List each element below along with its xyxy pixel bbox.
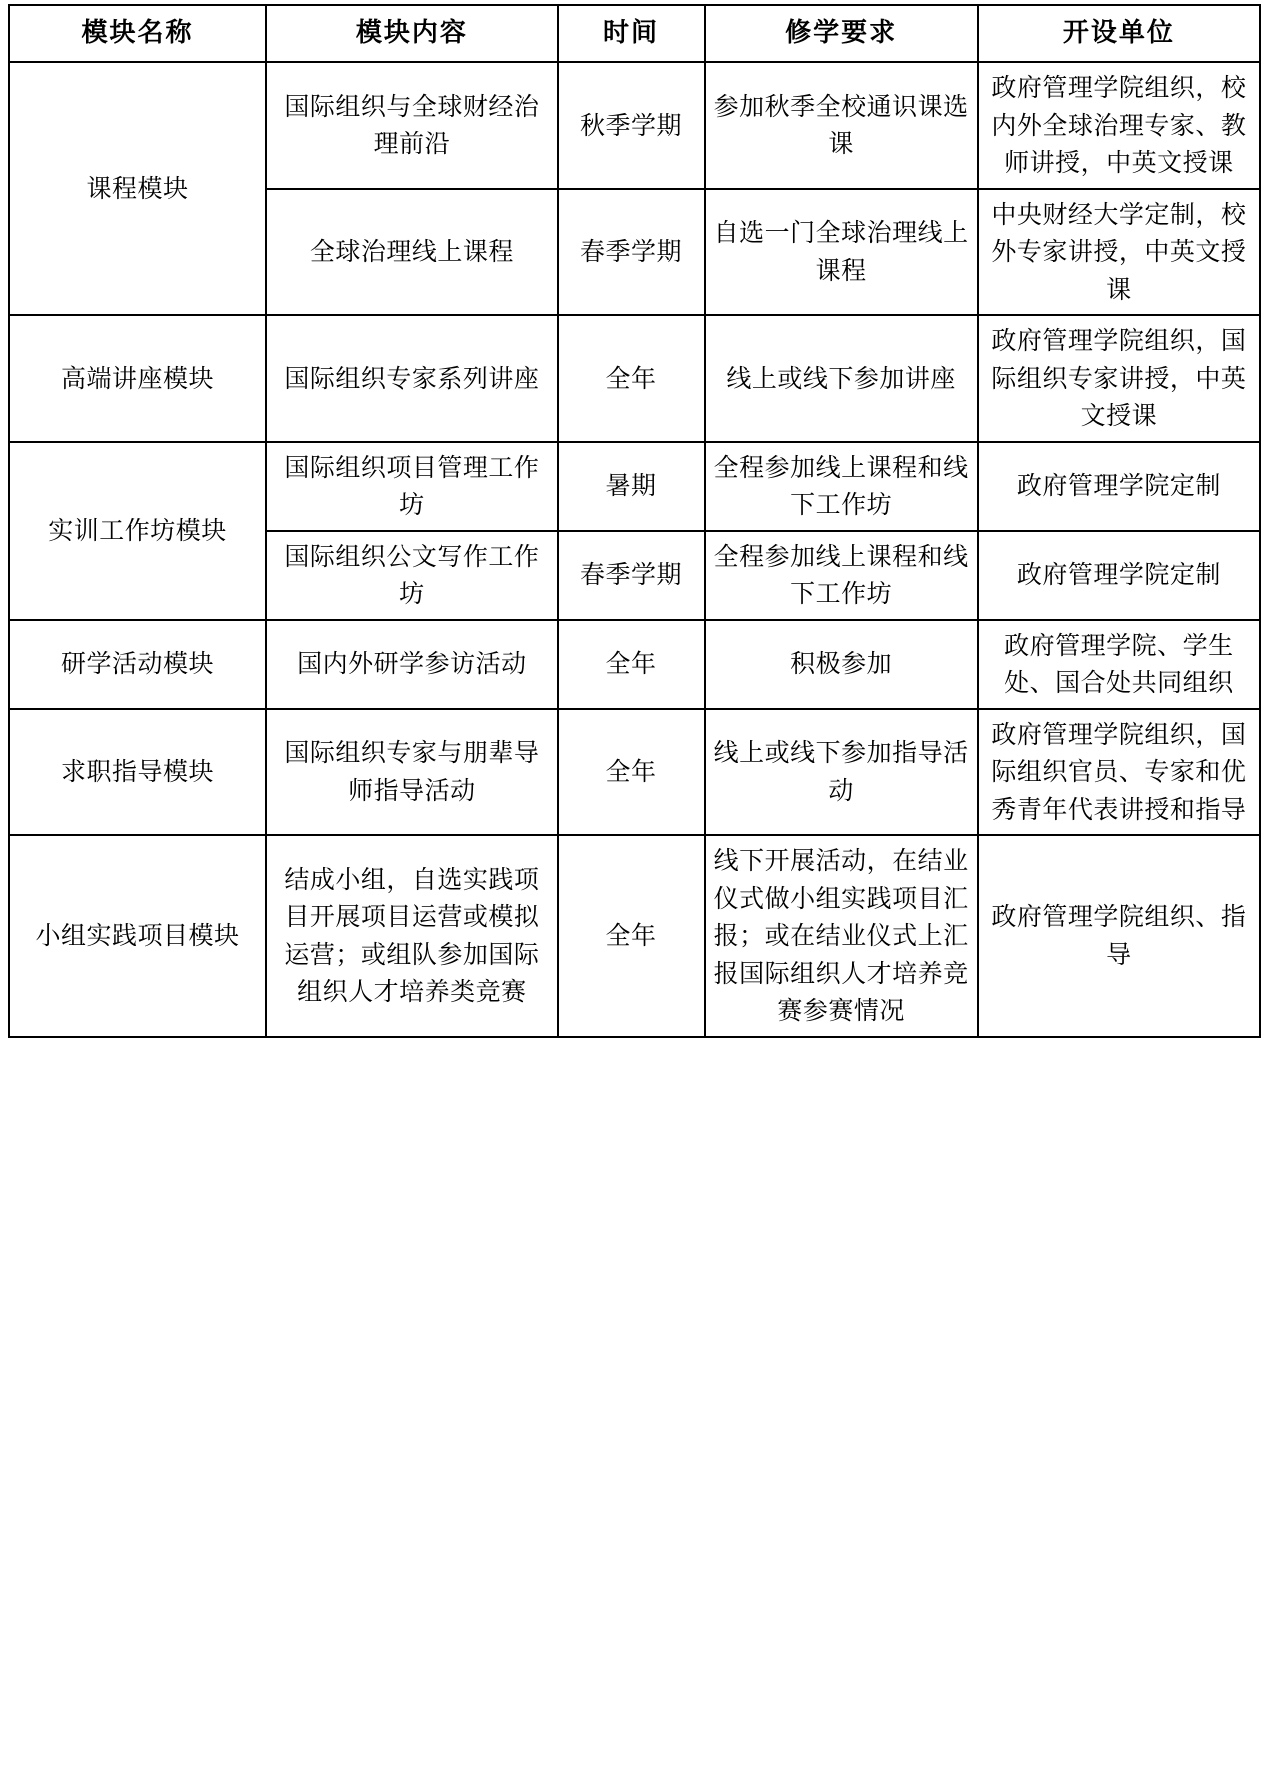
- cell-time: 全年: [558, 620, 705, 709]
- cell-requirement: 线上或线下参加指导活动: [705, 709, 978, 836]
- table-row: [9, 62, 1260, 189]
- column-header-time: 时间: [558, 5, 705, 62]
- cell-module-content: 国际组织专家与朋辈导师指导活动: [266, 709, 558, 836]
- cell-module-name: 求职指导模块: [9, 709, 266, 836]
- cell-time: 暑期: [558, 442, 705, 531]
- cell-module-content: 国际组织项目管理工作坊: [266, 442, 558, 531]
- cell-unit: 中央财经大学定制，校外专家讲授，中英文授课: [978, 189, 1260, 316]
- table-header: [9, 5, 1260, 62]
- cell-module-content: 结成小组，自选实践项目开展项目运营或模拟运营；或组队参加国际组织人才培养类竞赛: [266, 835, 558, 1037]
- table-header-row: [9, 5, 1260, 62]
- column-header-requirement: 修学要求: [705, 5, 978, 62]
- column-header-module-name: 模块名称: [9, 5, 266, 62]
- column-header-module-content: 模块内容: [266, 5, 558, 62]
- cell-unit: 政府管理学院定制: [978, 442, 1260, 531]
- cell-time: 春季学期: [558, 531, 705, 620]
- table-row: [9, 315, 1260, 442]
- cell-requirement: 全程参加线上课程和线下工作坊: [705, 442, 978, 531]
- cell-requirement: 参加秋季全校通识课选课: [705, 62, 978, 189]
- table-row: [9, 835, 1260, 1037]
- cell-module-content: 全球治理线上课程: [266, 189, 558, 316]
- cell-module-content: 国际组织与全球财经治理前沿: [266, 62, 558, 189]
- cell-unit: 政府管理学院组织、指导: [978, 835, 1260, 1037]
- cell-unit: 政府管理学院组织，国际组织专家讲授，中英文授课: [978, 315, 1260, 442]
- table-row: [9, 442, 1260, 531]
- cell-module-name: 高端讲座模块: [9, 315, 266, 442]
- cell-requirement: 自选一门全球治理线上课程: [705, 189, 978, 316]
- cell-requirement: 线上或线下参加讲座: [705, 315, 978, 442]
- cell-requirement: 积极参加: [705, 620, 978, 709]
- cell-requirement: 线下开展活动，在结业仪式做小组实践项目汇报；或在结业仪式上汇报国际组织人才培养竞赛参赛情况: [705, 835, 978, 1037]
- cell-time: 春季学期: [558, 189, 705, 316]
- cell-unit: 政府管理学院、学生处、国合处共同组织: [978, 620, 1260, 709]
- table-row: [9, 709, 1260, 836]
- cell-module-name: 小组实践项目模块: [9, 835, 266, 1037]
- cell-module-content: 国际组织公文写作工作坊: [266, 531, 558, 620]
- module-table: [8, 4, 1261, 1038]
- cell-unit: 政府管理学院组织，校内外全球治理专家、教师讲授，中英文授课: [978, 62, 1260, 189]
- column-header-unit: 开设单位: [978, 5, 1260, 62]
- table-body: [9, 62, 1260, 1037]
- cell-requirement: 全程参加线上课程和线下工作坊: [705, 531, 978, 620]
- table-row: [9, 620, 1260, 709]
- cell-module-name: 研学活动模块: [9, 620, 266, 709]
- cell-time: 全年: [558, 709, 705, 836]
- cell-module-content: 国内外研学参访活动: [266, 620, 558, 709]
- cell-time: 秋季学期: [558, 62, 705, 189]
- cell-time: 全年: [558, 835, 705, 1037]
- cell-unit: 政府管理学院定制: [978, 531, 1260, 620]
- cell-module-content: 国际组织专家系列讲座: [266, 315, 558, 442]
- cell-time: 全年: [558, 315, 705, 442]
- cell-module-name: 实训工作坊模块: [9, 442, 266, 620]
- cell-module-name: 课程模块: [9, 62, 266, 315]
- cell-unit: 政府管理学院组织，国际组织官员、专家和优秀青年代表讲授和指导: [978, 709, 1260, 836]
